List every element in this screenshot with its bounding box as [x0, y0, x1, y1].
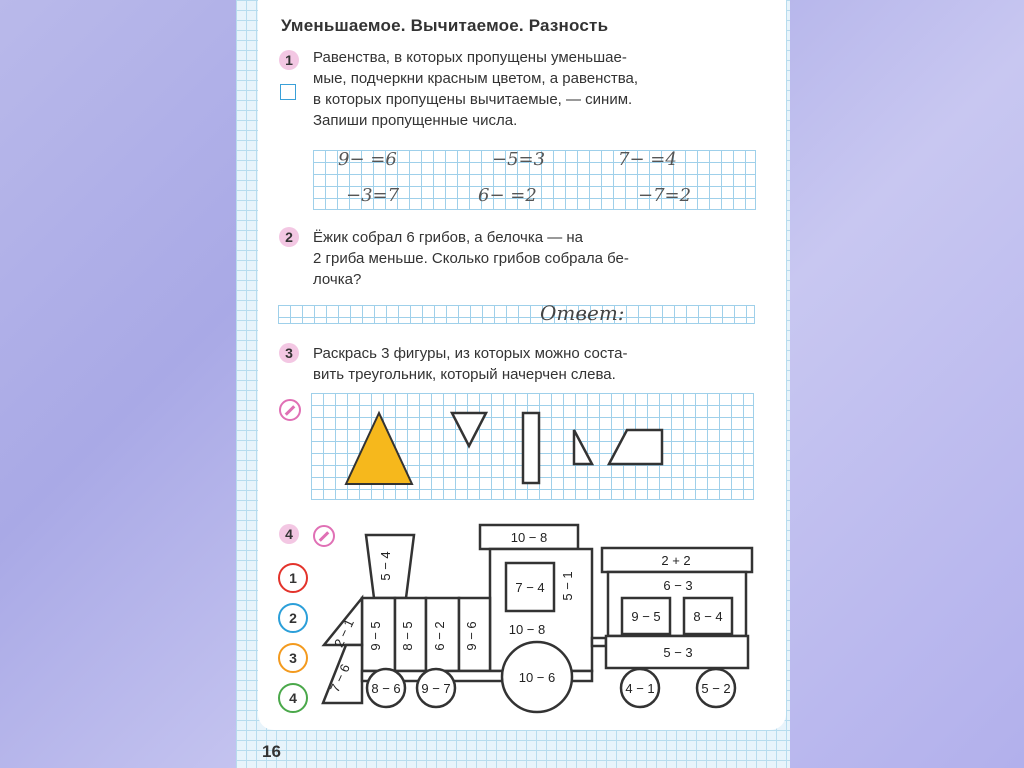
task-4-number: 4 [279, 524, 299, 544]
task-1-line: в которых пропущены вычитаемые, — синим. [313, 91, 633, 108]
page-title: Уменьшаемое. Вычитаемое. Разность [281, 16, 609, 35]
wagon-window-label: 8 − 4 [693, 609, 723, 624]
cab-window-label: 7 − 4 [515, 580, 545, 595]
answer-label: Ответ: [540, 301, 625, 325]
task-3-number: 3 [279, 343, 299, 363]
wagon-top-label: 6 − 3 [663, 578, 693, 593]
task-1-line: Запиши пропущенные числа. [313, 112, 518, 129]
wheel-label: 9 − 7 [421, 681, 451, 696]
task-3-line: вить треугольник, который начерчен слева. [313, 366, 616, 383]
task-1-text [313, 47, 753, 131]
wagon-wheel-label: 5 − 2 [701, 681, 731, 696]
cab-body-label: 10 − 8 [508, 622, 546, 637]
equation: 6− =2 [478, 185, 537, 206]
wagon-wheel-label: 4 − 1 [625, 681, 655, 696]
shapes-canvas [311, 393, 754, 500]
train-coupling[interactable] [592, 638, 606, 646]
equation: −5=3 [492, 149, 546, 170]
wagon-roof-label: 2 + 2 [661, 553, 691, 568]
task-3-text [313, 343, 753, 385]
boiler-label: 9 − 6 [464, 621, 479, 651]
right-triangle-shape[interactable] [574, 430, 592, 464]
task-2-line: лочка? [313, 271, 362, 288]
wheel-label: 8 − 6 [371, 681, 401, 696]
cab-side-label: 5 − 1 [560, 571, 575, 601]
legend-color-3[interactable]: 3 [278, 643, 308, 673]
equation: −3=7 [346, 185, 400, 206]
cowcatcher-top-label: 2 − 1 [330, 616, 357, 650]
boiler-label: 9 − 5 [368, 621, 383, 651]
rectangle-shape[interactable] [523, 413, 539, 483]
wagon-window-label: 9 − 5 [631, 609, 661, 624]
wagon-base-label: 5 − 3 [663, 645, 693, 660]
boiler-label: 6 − 2 [432, 621, 447, 651]
boiler-label: 8 − 5 [400, 621, 415, 651]
legend-color-4[interactable]: 4 [278, 683, 308, 713]
task-2-number: 2 [279, 227, 299, 247]
task-2-line: Ёжик собрал 6 грибов, а белочка — на [313, 229, 584, 246]
equation: 7− =4 [618, 149, 677, 170]
legend-color-1[interactable]: 1 [278, 563, 308, 593]
task-1-checkbox[interactable] [280, 84, 296, 100]
task-3-line: Раскрась 3 фигуры, из которых можно соста- [313, 345, 628, 362]
task-2-text [313, 227, 753, 290]
big-triangle-shape[interactable] [346, 413, 412, 484]
page-number: 16 [262, 742, 281, 761]
task-1-line: мые, подчеркни красным цветом, а равенства, [313, 70, 639, 87]
task-2-line: 2 гриба меньше. Сколько грибов собрала бе- [313, 250, 629, 267]
big-wheel-label: 10 − 6 [518, 670, 556, 685]
pencil-icon [279, 399, 301, 421]
task-2-answer-grid[interactable] [278, 305, 755, 324]
cab-roof-label: 10 − 8 [510, 530, 548, 545]
triangle-shape[interactable] [452, 413, 486, 446]
task-1-line: Равенства, в которых пропущены уменьшае- [313, 49, 627, 66]
equation: −7=2 [638, 185, 692, 206]
legend-color-2[interactable]: 2 [278, 603, 308, 633]
cowcatcher-bottom-label: 7 − 6 [326, 661, 353, 695]
task-1-number: 1 [279, 50, 299, 70]
equation: 9− =6 [338, 149, 397, 170]
trapezoid-shape[interactable] [609, 430, 662, 464]
chimney-label: 5 − 4 [378, 551, 393, 581]
train-picture [318, 520, 758, 720]
